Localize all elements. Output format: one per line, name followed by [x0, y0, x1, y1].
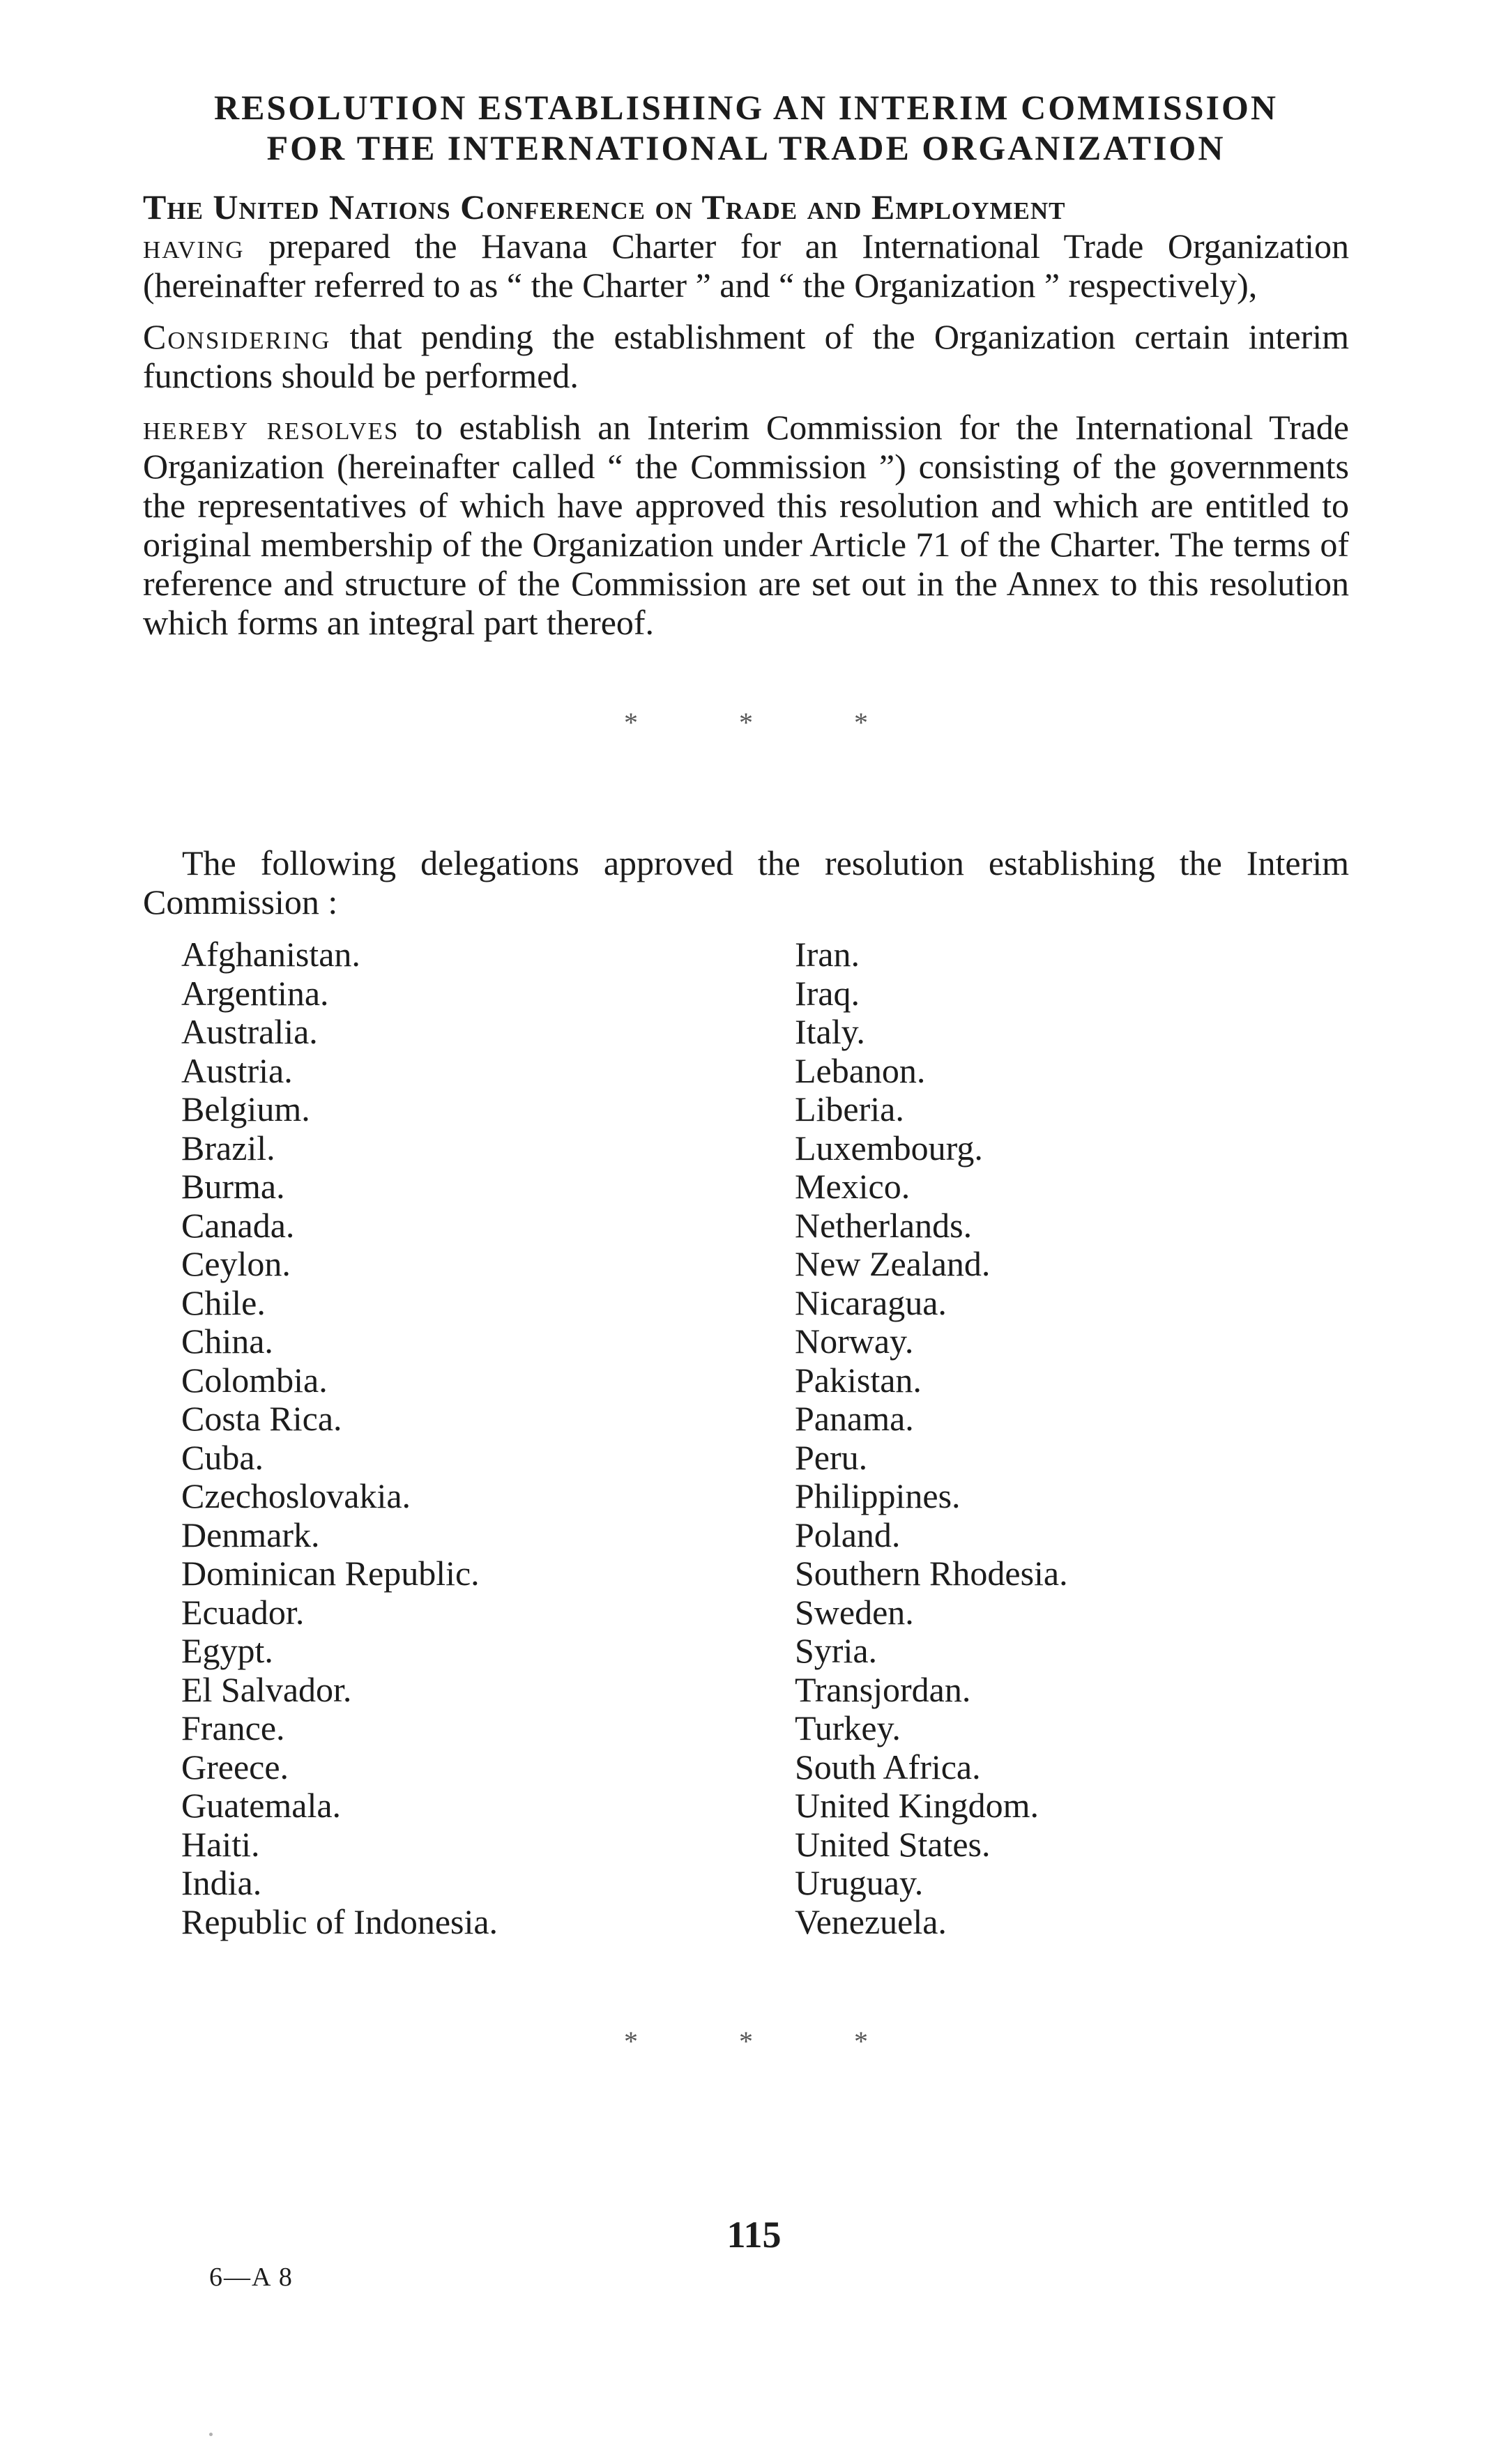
delegation-item: Chile.: [181, 1283, 266, 1322]
delegation-item: Syria.: [795, 1631, 878, 1670]
delegation-item: China.: [181, 1322, 273, 1361]
delegation-item: Transjordan.: [795, 1669, 971, 1709]
section-separator: [143, 2025, 1349, 2058]
delegation-item: Nicaragua.: [795, 1283, 947, 1322]
delegation-item: Venezuela.: [795, 1901, 947, 1941]
separator-star: *: [624, 2026, 638, 2057]
print-speck: [209, 2433, 213, 2436]
delegation-item: Pakistan.: [795, 1360, 922, 1400]
having-text: prepared the Havana Charter for an International Trade Organization (hereinafter referred to as “ the Charter ” and “ the Organization ” respectively),: [143, 227, 1349, 305]
title-line-2: FOR THE INTERNATIONAL TRADE ORGANIZATION: [266, 128, 1226, 167]
delegation-item: El Salvador.: [181, 1669, 352, 1709]
delegations-column-left: [143, 935, 795, 1941]
delegation-item: Egypt.: [181, 1631, 273, 1670]
delegations-intro: The following delegations approved the resolution establishing the Interim Commission :: [143, 843, 1349, 921]
delegation-item: Sweden.: [795, 1592, 914, 1632]
resolves-lead: hereby resolves: [143, 408, 399, 447]
delegation-item: Southern Rhodesia.: [795, 1554, 1068, 1593]
printer-signature: 6—A 8: [209, 2263, 294, 2292]
delegation-item: United Kingdom.: [795, 1786, 1039, 1825]
considering-text: that pending the establishment of the Organization certain interim functions should be performed.: [143, 317, 1349, 395]
delegation-item: Costa Rica.: [181, 1399, 342, 1438]
delegation-item: Burma.: [181, 1167, 285, 1206]
having-lead: having: [143, 227, 245, 266]
document-page: [143, 87, 1349, 2058]
delegation-item: Panama.: [795, 1399, 914, 1438]
delegation-item: Belgium.: [181, 1089, 310, 1128]
delegation-item: Afghanistan.: [181, 935, 360, 974]
delegation-item: South Africa.: [795, 1747, 981, 1786]
delegation-item: India.: [181, 1863, 262, 1902]
delegation-item: Canada.: [181, 1205, 295, 1245]
delegation-item: Haiti.: [181, 1824, 260, 1864]
delegation-item: Brazil.: [181, 1128, 275, 1168]
delegation-item: United States.: [795, 1824, 991, 1864]
resolves-text: to establish an Interim Commission for the International Trade Organization (hereinafter called “ the Commission ”) consisting of the governments the representatives of which have approved this resolution and which are entitled to original membership of the Organization under Article 71 of the Charter. The terms of reference and structure of the Commission are set out in the Annex to this resolution which forms an integral part thereof.: [143, 408, 1349, 642]
delegation-item: France.: [181, 1708, 285, 1747]
considering-lead: Considering: [143, 317, 331, 356]
resolution-title: [143, 87, 1349, 168]
delegation-item: Ceylon.: [181, 1244, 291, 1283]
delegation-item: Guatemala.: [181, 1786, 342, 1825]
delegation-item: Lebanon.: [795, 1050, 926, 1090]
separator-star: *: [624, 707, 638, 738]
page-number: 115: [726, 2214, 782, 2256]
section-separator: [143, 706, 1349, 739]
preamble-considering: [143, 317, 1349, 395]
delegation-item: Argentina.: [181, 973, 329, 1013]
separator-star: *: [739, 2026, 753, 2057]
delegation-item: Cuba.: [181, 1437, 264, 1477]
preamble-having: [143, 188, 1349, 305]
delegation-item: Denmark.: [181, 1515, 320, 1554]
conference-name: The United Nations Conference on Trade and Employment: [143, 188, 1066, 227]
delegation-item: Italy.: [795, 1012, 865, 1051]
separator-star: *: [854, 707, 868, 738]
separator-star: *: [739, 707, 753, 738]
delegation-item: Iraq.: [795, 973, 860, 1013]
delegation-item: Turkey.: [795, 1708, 901, 1747]
delegation-item: Poland.: [795, 1515, 901, 1554]
delegation-item: Ecuador.: [181, 1592, 305, 1632]
delegation-item: Mexico.: [795, 1167, 911, 1206]
delegation-item: Peru.: [795, 1437, 868, 1477]
delegation-item: Austria.: [181, 1050, 293, 1090]
delegation-item: Liberia.: [795, 1089, 904, 1128]
delegation-item: Uruguay.: [795, 1863, 924, 1902]
title-line-1: RESOLUTION ESTABLISHING AN INTERIM COMMISSION: [213, 88, 1279, 127]
delegation-item: Philippines.: [795, 1476, 961, 1515]
delegations-list: [143, 935, 1349, 1941]
delegation-item: Greece.: [181, 1747, 289, 1786]
delegation-item: Norway.: [795, 1322, 914, 1361]
delegation-item: Australia.: [181, 1012, 318, 1051]
delegation-item: Colombia.: [181, 1360, 328, 1400]
delegation-item: Dominican Republic.: [181, 1554, 480, 1593]
delegation-item: Czechoslovakia.: [181, 1476, 411, 1515]
separator-star: *: [854, 2026, 868, 2057]
delegation-item: Netherlands.: [795, 1205, 973, 1245]
delegation-item: Luxembourg.: [795, 1128, 983, 1168]
delegation-item: New Zealand.: [795, 1244, 991, 1283]
delegation-item: Republic of Indonesia.: [181, 1901, 498, 1941]
delegation-item: Iran.: [795, 935, 860, 974]
delegations-column-right: [795, 935, 1068, 1941]
preamble-resolves: [143, 408, 1349, 642]
